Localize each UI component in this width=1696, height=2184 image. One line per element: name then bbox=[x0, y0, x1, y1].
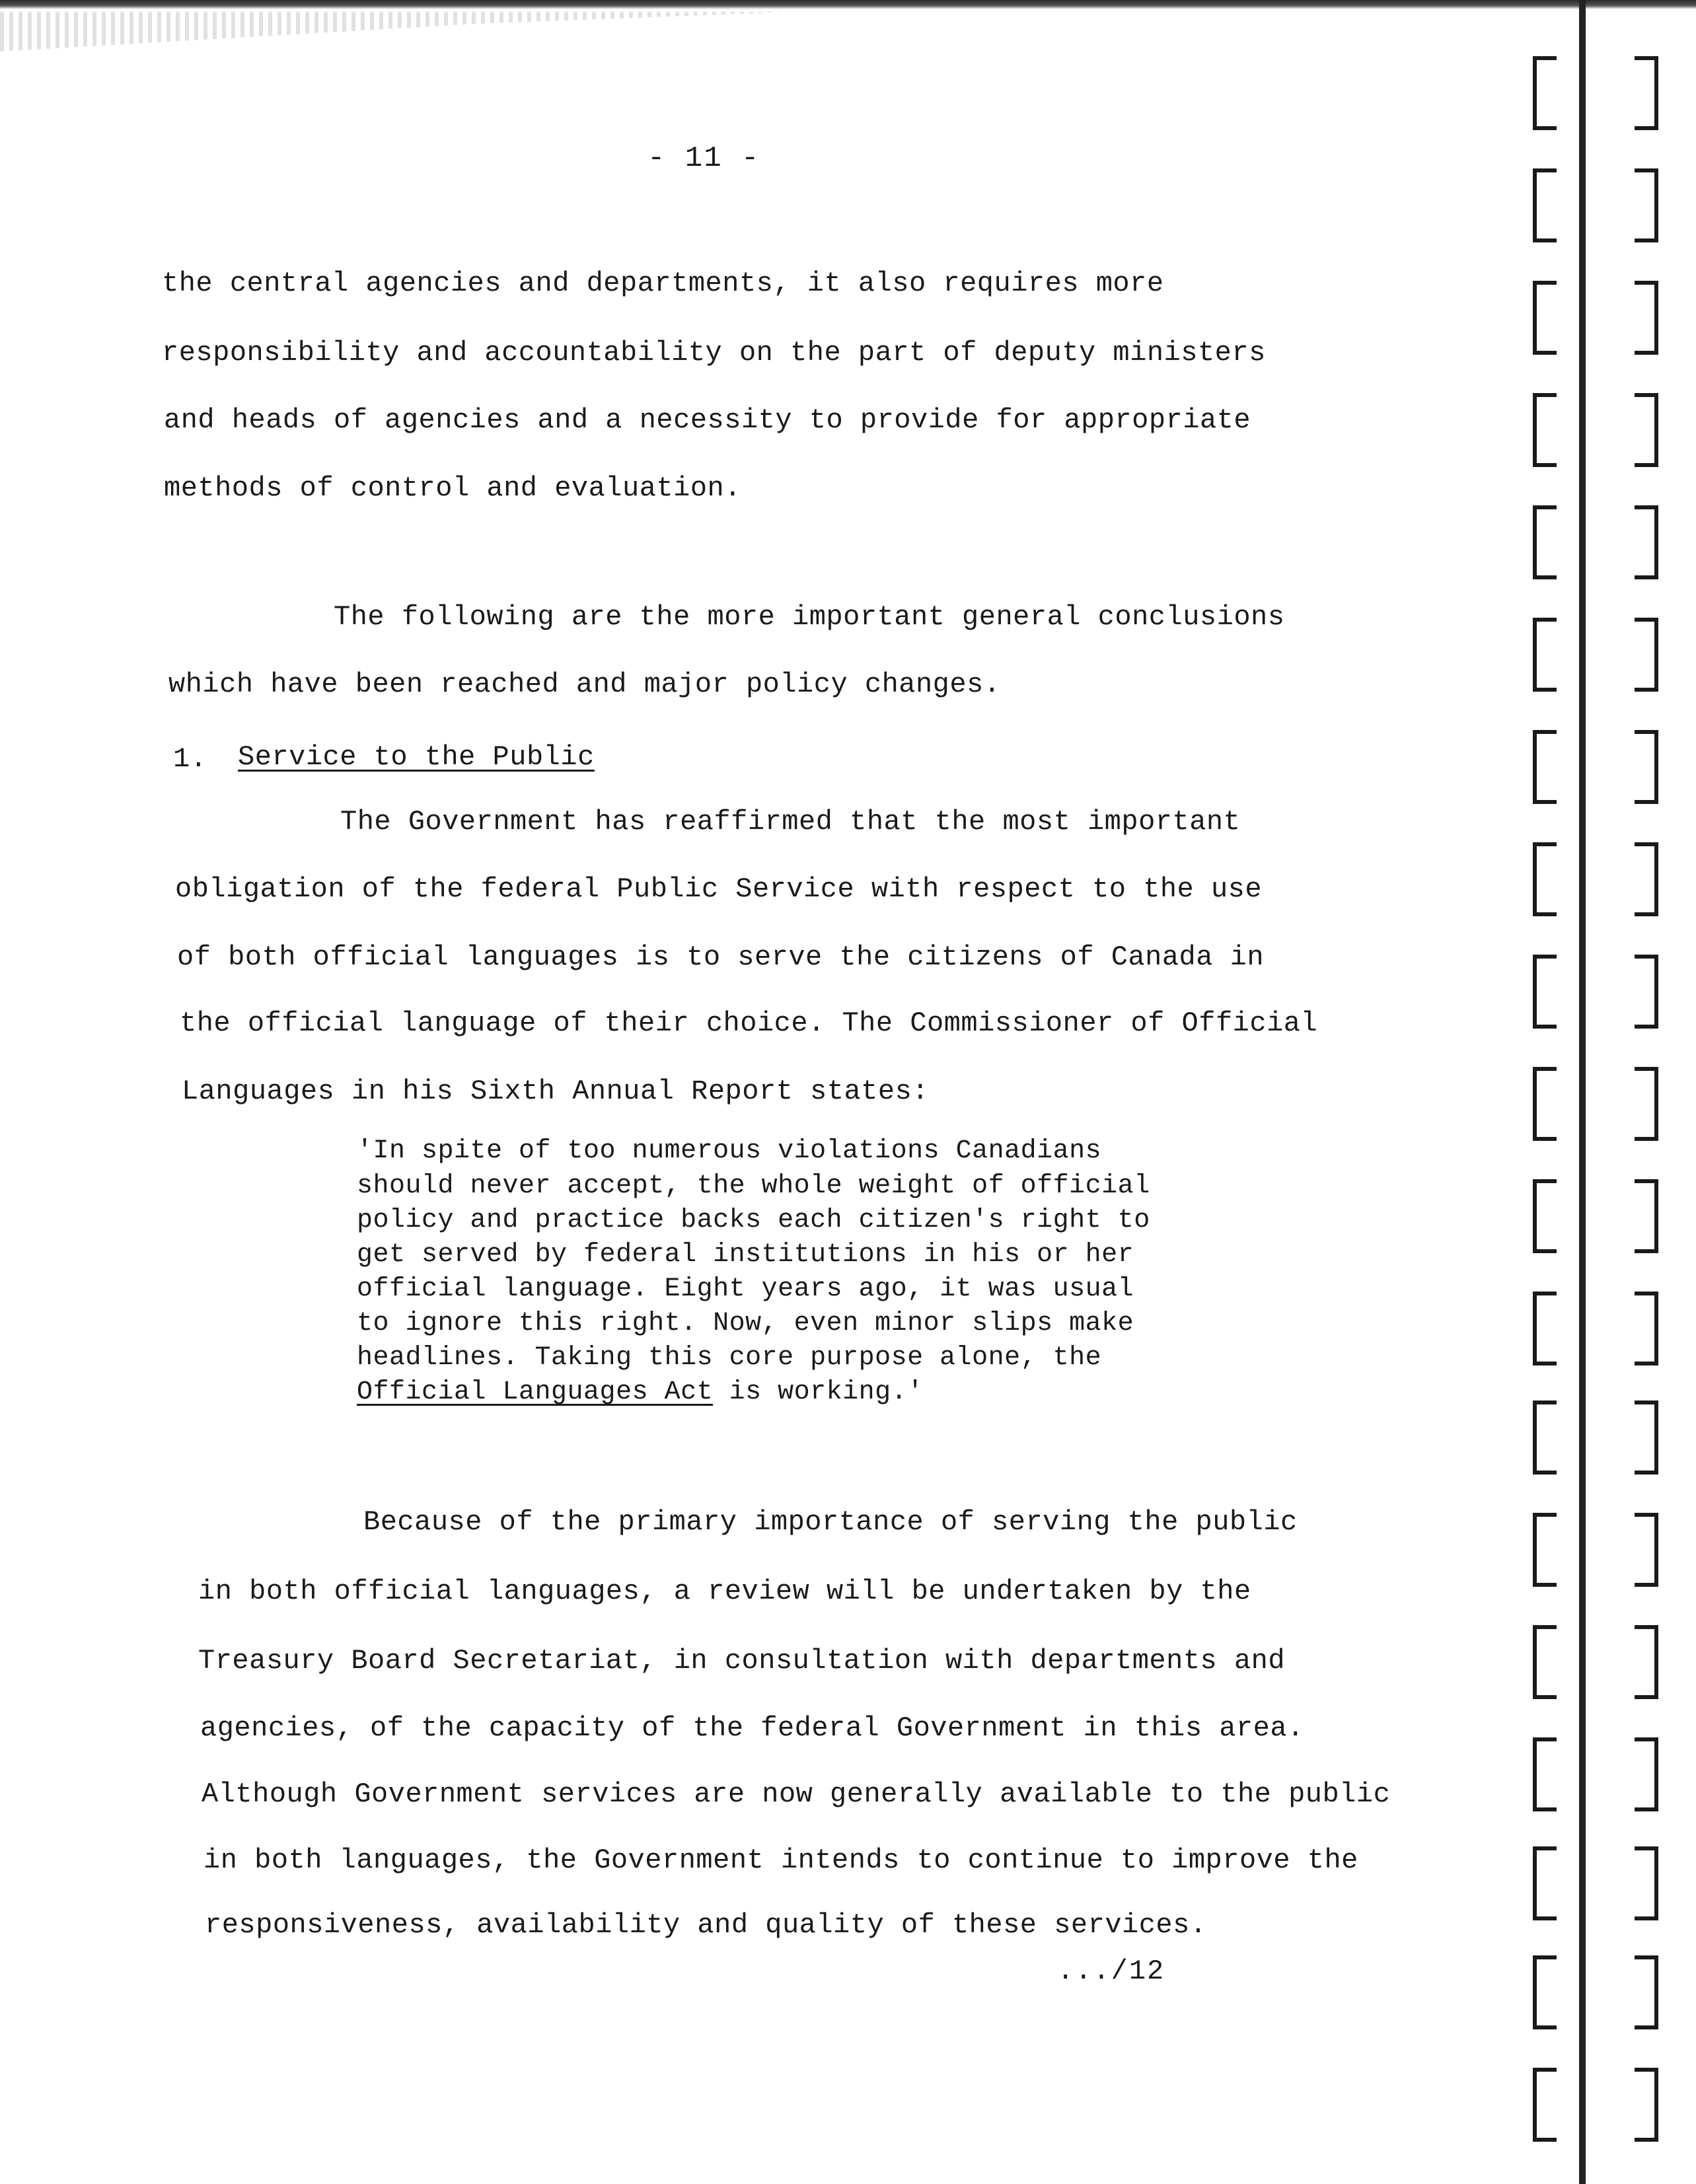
section-para-line: in both languages, the Government intends to continue to improve the bbox=[203, 1844, 1358, 1876]
conclusions-line: which have been reached and major policy changes. bbox=[168, 669, 1001, 700]
page-top-edge bbox=[0, 0, 1696, 9]
conclusions-line: The following are the more important general conclusions bbox=[334, 601, 1285, 633]
section-para-line: in both official languages, a review will be undertaken by the bbox=[198, 1576, 1251, 1607]
intro-line: the central agencies and departments, it also requires more bbox=[162, 268, 1164, 299]
continuation-marker: .../12 bbox=[1057, 1955, 1165, 1987]
binding-ring bbox=[1533, 618, 1658, 684]
binding-ring bbox=[1533, 281, 1658, 347]
section-para-line: of both official languages is to serve the citizens of Canada in bbox=[177, 941, 1265, 973]
quote-line: headlines. Taking this core purpose alone, the bbox=[357, 1343, 1102, 1373]
binding-ring bbox=[1533, 1737, 1658, 1803]
binding-ring bbox=[1533, 505, 1658, 571]
quote-line: 'In spite of too numerous violations Canadians bbox=[357, 1136, 1102, 1166]
quote-line: official language. Eight years ago, it was usual bbox=[357, 1274, 1134, 1304]
binding-ring bbox=[1533, 1401, 1658, 1467]
quote-line: should never accept, the whole weight of official bbox=[357, 1171, 1150, 1201]
binding-ring bbox=[1533, 1955, 1658, 2021]
section-para-line: Treasury Board Secretariat, in consultation with departments and bbox=[198, 1645, 1286, 1677]
section-para-line: Languages in his Sixth Annual Report states: bbox=[182, 1075, 929, 1107]
binding-ring bbox=[1533, 56, 1658, 122]
section-para-line: obligation of the federal Public Service with respect to the use bbox=[175, 873, 1263, 905]
quote-ending: is working.' bbox=[713, 1377, 924, 1407]
binding-ring bbox=[1533, 1625, 1658, 1691]
binding-ring bbox=[1533, 842, 1658, 908]
binding-ring bbox=[1533, 2068, 1658, 2134]
quote-line: get served by federal institutions in his or her bbox=[357, 1240, 1134, 1270]
binding-ring bbox=[1533, 1067, 1658, 1133]
binding-ring bbox=[1533, 1513, 1658, 1579]
binding-ring bbox=[1533, 730, 1658, 796]
section-para-line: the official language of their choice. The Commissioner of Official bbox=[180, 1007, 1318, 1039]
section-para-line: Although Government services are now generally available to the public bbox=[202, 1778, 1391, 1810]
intro-line: methods of control and evaluation. bbox=[164, 472, 741, 504]
binding-ring bbox=[1533, 1846, 1658, 1912]
binding-ring bbox=[1533, 1292, 1658, 1358]
intro-line: and heads of agencies and a necessity to provide for appropriate bbox=[164, 404, 1251, 436]
section-para-line: Because of the primary importance of serving the public bbox=[363, 1506, 1298, 1538]
section-para-line: agencies, of the capacity of the federal Government in this area. bbox=[200, 1712, 1304, 1744]
intro-line: responsibility and accountability on the part of deputy ministers bbox=[162, 337, 1266, 369]
spiral-binding bbox=[1533, 0, 1696, 2184]
act-title: Official Languages Act bbox=[357, 1377, 714, 1407]
page-number: - 11 - bbox=[647, 142, 760, 175]
scan-smudge bbox=[0, 12, 793, 52]
binding-ring bbox=[1533, 168, 1658, 235]
section-para-line: The Government has reaffirmed that the most important bbox=[340, 806, 1241, 838]
binding-ring bbox=[1533, 1179, 1658, 1245]
quote-line: to ignore this right. Now, even minor slips make bbox=[357, 1309, 1134, 1338]
quote-line bbox=[357, 1377, 924, 1407]
binding-ring bbox=[1533, 393, 1658, 459]
quote-line: policy and practice backs each citizen's right to bbox=[357, 1206, 1150, 1235]
section-heading: Service to the Public bbox=[238, 741, 595, 773]
section-para-line: responsiveness, availability and quality of these services. bbox=[205, 1909, 1207, 1941]
section-number: 1. bbox=[173, 743, 207, 775]
binding-ring bbox=[1533, 955, 1658, 1021]
